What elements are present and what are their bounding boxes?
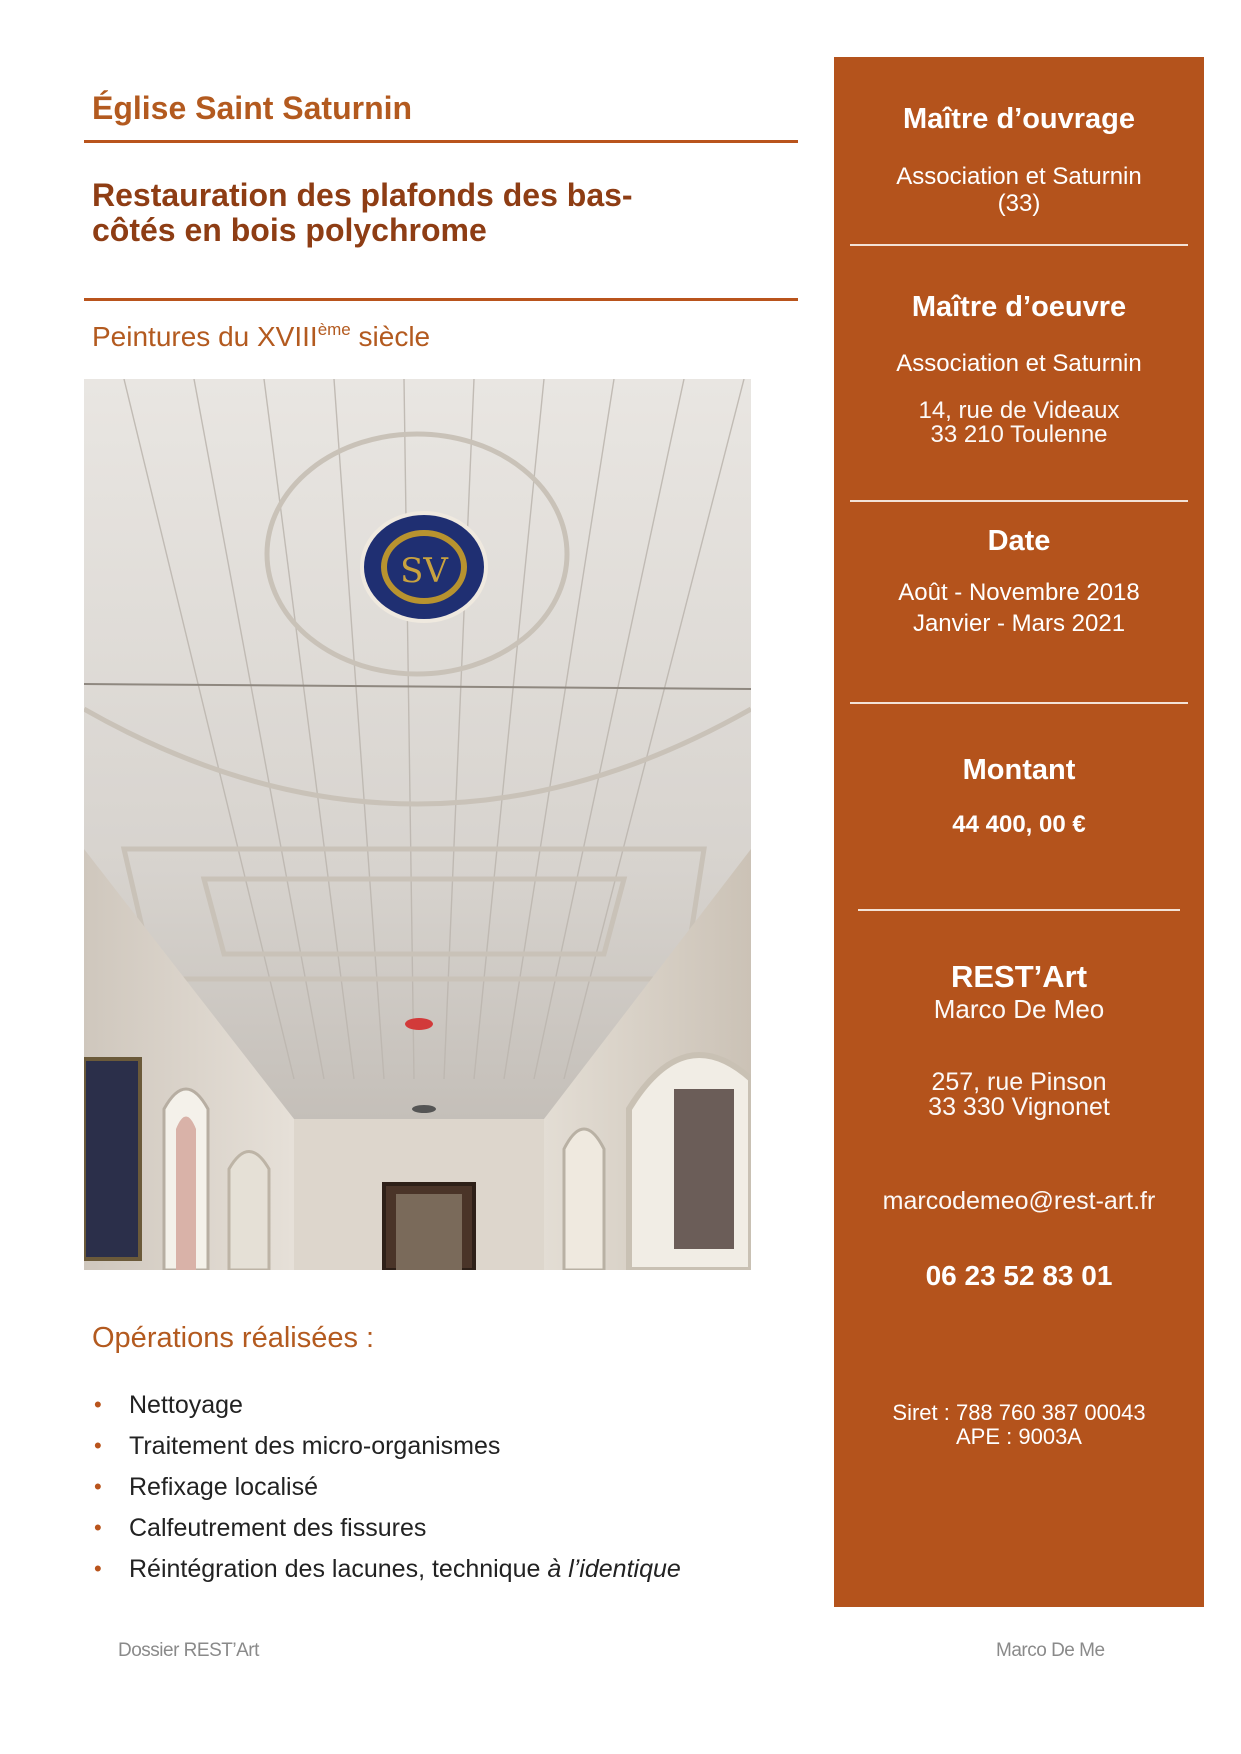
address-line2: 33 330 Vignonet [928, 1093, 1110, 1121]
operations-title: Opérations réalisées : [92, 1322, 375, 1354]
address-line1: 257, rue Pinson [931, 1068, 1107, 1096]
list-item [92, 1513, 681, 1554]
email-link[interactable]: marcodemeo@rest-art.fr [882, 1187, 1156, 1215]
project-title-line2: côtés en bois polychrome [92, 212, 487, 248]
period-subtitle [92, 320, 430, 353]
footer-right: Marco De Me [996, 1640, 1105, 1661]
date-line1: Août - Novembre 2018 [898, 579, 1140, 606]
bullet-icon: • [94, 1392, 102, 1417]
panel-divider [850, 244, 1188, 246]
svg-text:SV: SV [400, 551, 448, 591]
list-item-italic: à l’identique [547, 1555, 681, 1583]
work-address-line2: 33 210 Toulenne [930, 421, 1108, 448]
date-heading: Date [987, 525, 1051, 557]
amount-value: 44 400, 00 € [952, 811, 1086, 838]
owner-heading: Maître d’ouvrage [902, 103, 1136, 135]
amount-heading: Montant [962, 754, 1076, 786]
bullet-icon: • [94, 1556, 102, 1581]
list-item-text: Calfeutrement des fissures [129, 1514, 427, 1542]
work-name: Association et Saturnin [896, 350, 1142, 377]
list-item-text: Refixage localisé [129, 1473, 318, 1501]
contact-name: Marco De Meo [933, 994, 1105, 1024]
list-item [92, 1554, 681, 1595]
bullet-icon: • [94, 1474, 102, 1499]
owner-name-line2: (33) [997, 190, 1041, 217]
project-title [92, 178, 692, 248]
phone-number[interactable]: 06 23 52 83 01 [925, 1260, 1113, 1291]
bullet-icon: • [94, 1515, 102, 1540]
owner-name-line1: Association et Saturnin [896, 163, 1142, 190]
list-item-text: Nettoyage [129, 1391, 243, 1419]
list-item-text: Traitement des micro-organismes [129, 1432, 501, 1460]
project-divider [84, 298, 798, 301]
list-item [92, 1472, 681, 1513]
bullet-icon: • [94, 1433, 102, 1458]
period-suffix: siècle [350, 321, 431, 352]
operations-list [92, 1390, 681, 1595]
church-ceiling-photo [84, 379, 751, 1270]
church-title: Église Saint Saturnin [92, 90, 413, 126]
title-divider [84, 140, 798, 143]
company-name: REST’Art [950, 959, 1088, 994]
siret-number: Siret : 788 760 387 00043 [892, 1400, 1146, 1425]
work-address-line1: 14, rue de Videaux [918, 397, 1120, 424]
info-panel [834, 57, 1204, 1607]
list-item [92, 1390, 681, 1431]
period-sup: ème [317, 320, 351, 339]
panel-divider [850, 702, 1188, 704]
list-item-text: Réintégration des lacunes, technique [129, 1555, 548, 1583]
date-line2: Janvier - Mars 2021 [912, 610, 1126, 637]
project-title-line1: Restauration des plafonds des bas- [92, 177, 633, 213]
list-item [92, 1431, 681, 1472]
footer-left: Dossier REST’Art [118, 1640, 259, 1661]
panel-divider [850, 500, 1188, 502]
work-heading: Maître d’oeuvre [911, 291, 1127, 323]
ape-code: APE : 9003A [956, 1424, 1082, 1449]
period-prefix: Peintures du XVIII [92, 321, 318, 352]
panel-divider [858, 909, 1180, 911]
